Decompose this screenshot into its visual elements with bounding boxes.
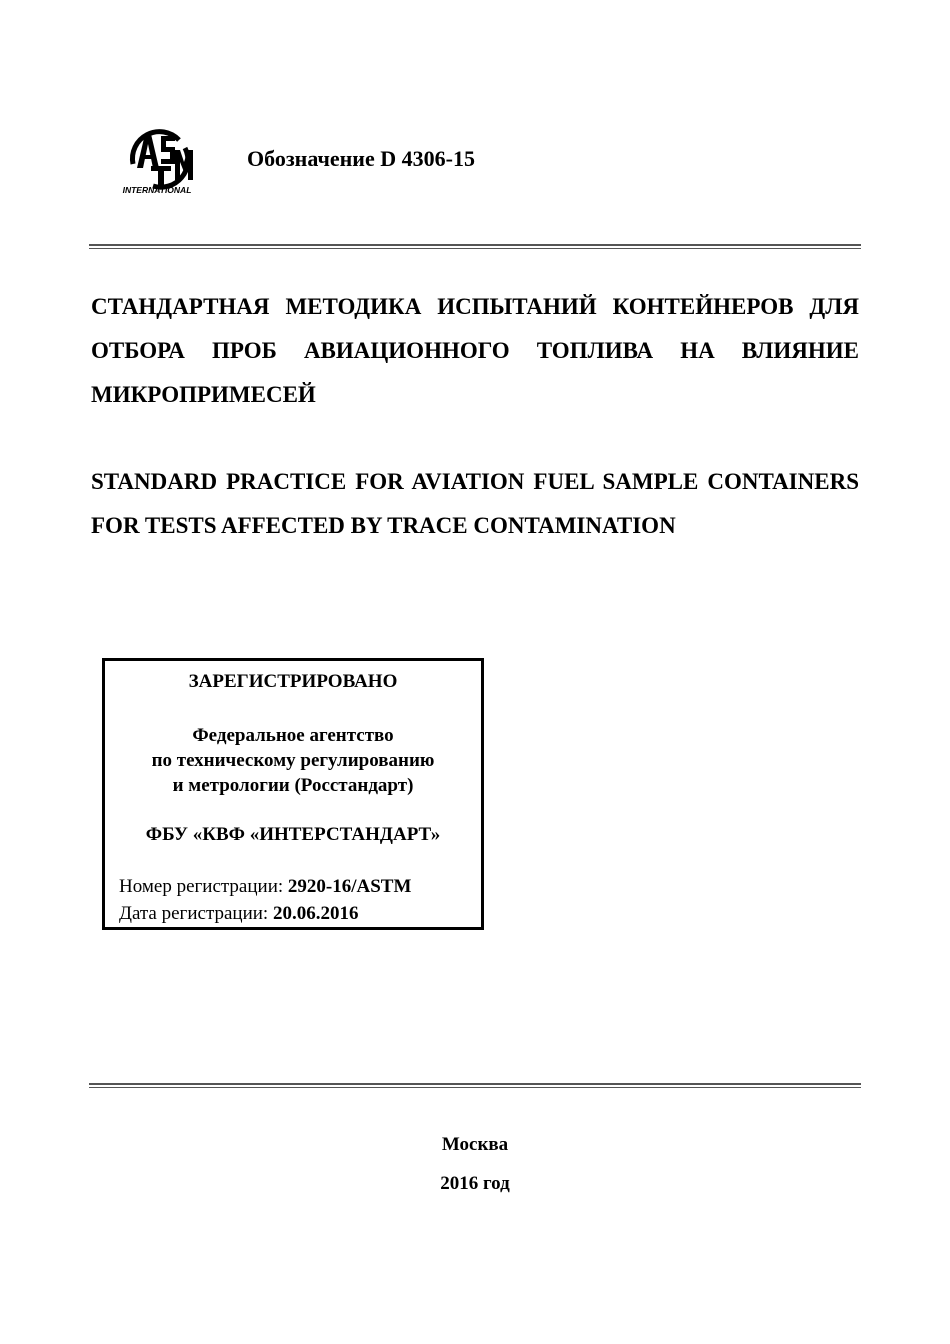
registration-number	[119, 876, 411, 898]
registration-date	[119, 903, 358, 925]
registration-organization: ФБУ «КВФ «ИНТЕРСТАНДАРТ»	[145, 824, 441, 845]
astm-logo-icon	[115, 122, 205, 196]
publication-year: 2016 год	[440, 1173, 510, 1194]
top-divider	[89, 244, 861, 249]
registration-agency	[105, 723, 481, 798]
title-english: STANDARD PRACTICE FOR AVIATION FUEL SAMPLE CONTAINERS FOR TESTS AFFECTED BY TRACE CONTAMINATION	[91, 469, 859, 538]
astm-logo	[115, 122, 205, 196]
agency-line: по техническому регулированию	[151, 750, 435, 771]
publication-city: Москва	[441, 1134, 509, 1155]
bottom-divider	[89, 1083, 861, 1088]
document-designation: Обозначение D 4306-15	[247, 146, 475, 171]
registration-stamp	[102, 658, 484, 930]
logo-subtitle: INTERNATIONAL	[122, 185, 192, 195]
registration-number-value: 2920-16/ASTM	[287, 876, 412, 897]
agency-line: и метрологии (Росстандарт)	[172, 775, 414, 796]
registration-heading: ЗАРЕГИСТРИРОВАНО	[188, 671, 398, 692]
title-russian: СТАНДАРТНАЯ МЕТОДИКА ИСПЫТАНИЙ КОНТЕЙНЕРОВ ДЛЯ ОТБОРА ПРОБ АВИАЦИОННОГО ТОПЛИВА НА ВЛИЯНИЕ МИКРОПРИМЕСЕЙ	[91, 294, 859, 407]
registration-date-label: Дата регистрации:	[119, 903, 273, 924]
agency-line: Федеральное агентство	[192, 725, 394, 746]
registration-number-label: Номер регистрации:	[119, 876, 288, 897]
registration-date-value: 20.06.2016	[272, 903, 359, 924]
